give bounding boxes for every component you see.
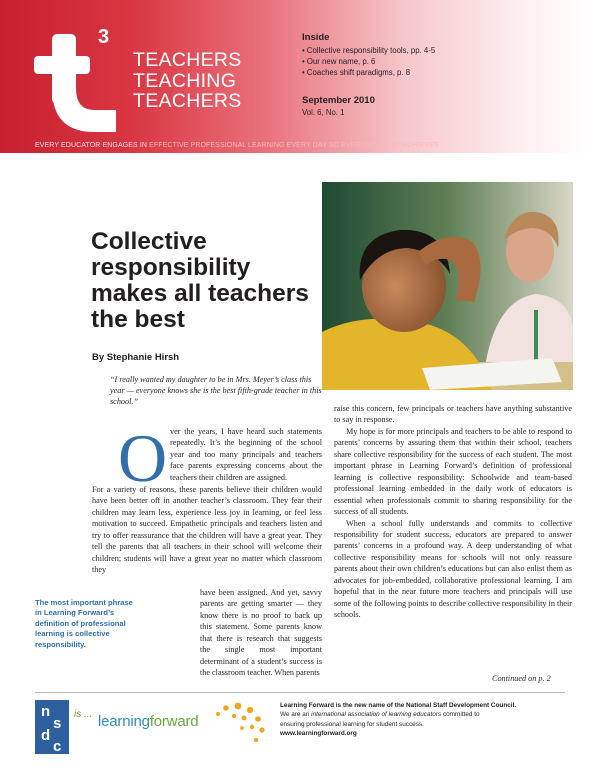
inside-box [302,32,435,79]
nsdc-letter: n [41,703,51,720]
tagline [35,142,439,149]
article-headline: Collective responsibility makes all teachers the best [91,228,309,333]
footer-line-3: ensuring professional learning for student success. [280,720,424,728]
is-text: is ... [74,709,93,720]
masthead-banner [0,0,595,153]
publication-title [133,50,242,112]
footer-line-2c: committed to [441,711,480,719]
inside-heading: Inside [302,32,330,43]
continued-link[interactable]: Continued on p. 2 [492,674,551,683]
footer-line-2b: international association of learning educators [311,711,442,719]
title-line-2: TEACHING [133,69,237,92]
nsdc-letter: d [41,727,51,744]
title-line-3: TEACHERS [133,90,242,112]
footer-line-1: Learning Forward is the new name of the National Staff Development Council. [280,702,517,709]
col2-paragraph-2: My hope is for more principals and teachers to be able to respond to parents’ concerns by assuring them that within their school, teachers share collective responsibility for the success of each student. The most important phrase in Learning Forward’s definition of professional learning is collective responsibility: Schoolwide and team-based professional learning embedded in the daily work of educators is essential when professionals commit to sharing responsibility for the success of all students. [334,426,572,517]
footer-line-2a: We are an [280,711,312,719]
col2-paragraph-3: When a school fully understands and commits to collective responsibility for student success, educators are prepared to answer parents’ concerns in a profound way. A deep understanding of what collective responsibility means for schools will not only reassure parents about their own children’s educations but can also enlist them as advocates for job-embedded, collaborative professional learning. I am hopeful that in the near future more teachers and principals will use some of the following points to describe collective responsibility in their schools. [334,518,572,620]
article-byline: By Stephanie Hirsh [92,352,180,363]
pull-quote: The most important phrase in Learning Forward’s definition of professional learning is collective responsibility. [35,598,133,649]
tagline-part-1: EVERY EDUCATOR ENGAGES IN [35,142,150,149]
logo-superscript: 3 [98,26,110,48]
body-paragraph-narrow: have been assigned. And yet, savvy parents are getting smarter — they know there is no proof to back up this statement. Some parents know that there is research that suggests the single most important determinant of a student’s success is the classroom teacher. When parents [200,588,322,678]
footer-line-2 [280,710,570,719]
title-line-1: TEACHERS [133,49,242,71]
nsdc-letter: s [53,715,62,732]
issue-volume: Vol. 6, No. 1 [302,108,345,117]
opening-quote: “I really wanted my daughter to be in Mrs. Meyer’s class this year — everyone knows she is the best fifth-grade teacher in this school.” [110,375,322,406]
body-paragraph-continued: For a variety of reasons, these parents believe their children would have been better off in another teacher’s classroom. They fear their children may learn less, experience less joy in learning, or feel less motivation to succeed. Empathetic principals and teachers listen and try to offer reassurance that the children will have a great year. They tell the parents that all teachers in their school will welcome their children; students will have a great year no matter which classroom they [92,485,322,575]
tagline-part-2: EFFECTIVE PROFESSIONAL LEARNING EVERY DAY SO EVERY STUDENT ACHIEVES [149,142,439,149]
col2-paragraph-1: raise this concern, few principals or teachers have anything substantive to say in response. [334,404,572,425]
classroom-photo [322,182,573,390]
inside-item: • Our new name, p. 6 [302,57,376,67]
website-link[interactable]: www.learningforward.org [280,730,357,738]
inside-item: • Collective responsibility tools, pp. 4-5 [302,46,436,55]
footer-divider [35,692,565,693]
footer-info [280,701,570,739]
issue-date: September 2010 [302,95,375,106]
nsdc-letter: c [53,738,62,754]
inside-item: • Coaches shift paradigms, p. 8 [302,68,411,78]
wordmark-learning: learning [98,713,150,730]
inside-list [302,45,435,79]
learning-forward-wordmark [98,713,198,730]
body-paragraph-opening: ver the years, I have heard such statements repeatedly. It’s the beginning of the school year and too many principals and teachers face parents expressing concerns about the teachers their children are assigned. [170,427,322,482]
logo-letter: t [64,108,65,109]
drop-cap: O [118,420,168,496]
second-column [334,403,572,621]
wordmark-forward: forward [149,713,199,730]
nsdc-logo [35,700,69,754]
